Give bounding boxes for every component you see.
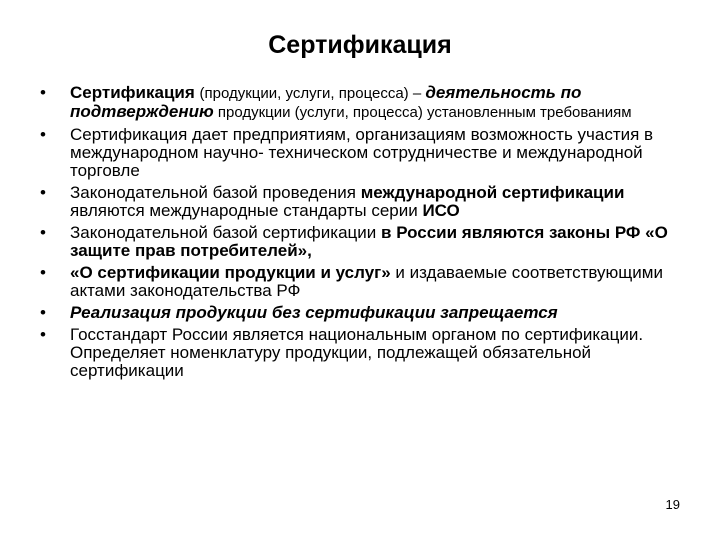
bullet-icon: • [40,263,46,282]
bullet-icon: • [40,125,46,144]
list-item [40,224,680,260]
list-item [40,264,680,300]
item-text: «О сертификации продукции и услуг» [70,263,391,282]
item-text: являются международные стандарты серии [70,201,423,220]
item-text: Реализация продукции без сертификации запрещается [70,303,558,322]
item-text: (продукции, услуги, процесса) – [199,85,426,102]
item-text: Сертификация дает предприятиям, организациям возможность участия в международном научно- техническом сотрудничестве и международной торговле [70,125,654,180]
list-item [40,184,680,220]
slide-title: Сертификация [268,31,452,59]
bullet-icon: • [40,223,46,242]
list-item [40,84,680,122]
list-item [40,304,680,322]
item-text: деятельность по подтверждению [70,83,582,121]
bullet-icon: • [40,83,46,102]
item-text: Законодательной базой сертификации [70,223,382,242]
list-item [40,126,680,180]
bullet-icon: • [40,183,46,202]
item-text: Законодательной базой проведения [70,183,361,202]
item-text: в России являются законы РФ «О защите прав потребителей», [70,223,668,260]
item-text: Госстандарт России является национальным органом по сертификации. Определяет номенклатуру продукции, подлежащей обязательной сертификации [70,325,644,380]
bullet-list [40,84,680,384]
page-number: 19 [665,497,680,512]
item-text: ИСО [422,201,460,220]
list-item [40,326,680,380]
item-text: международной сертификации [360,183,625,202]
bullet-icon: • [40,325,46,344]
item-text: Сертификация [70,83,200,102]
item-text: продукции (услуги, процесса) установленным требованиям [213,104,632,121]
item-text: и издаваемые соответствующими актами законодательства РФ [70,263,663,300]
bullet-icon: • [40,303,46,322]
